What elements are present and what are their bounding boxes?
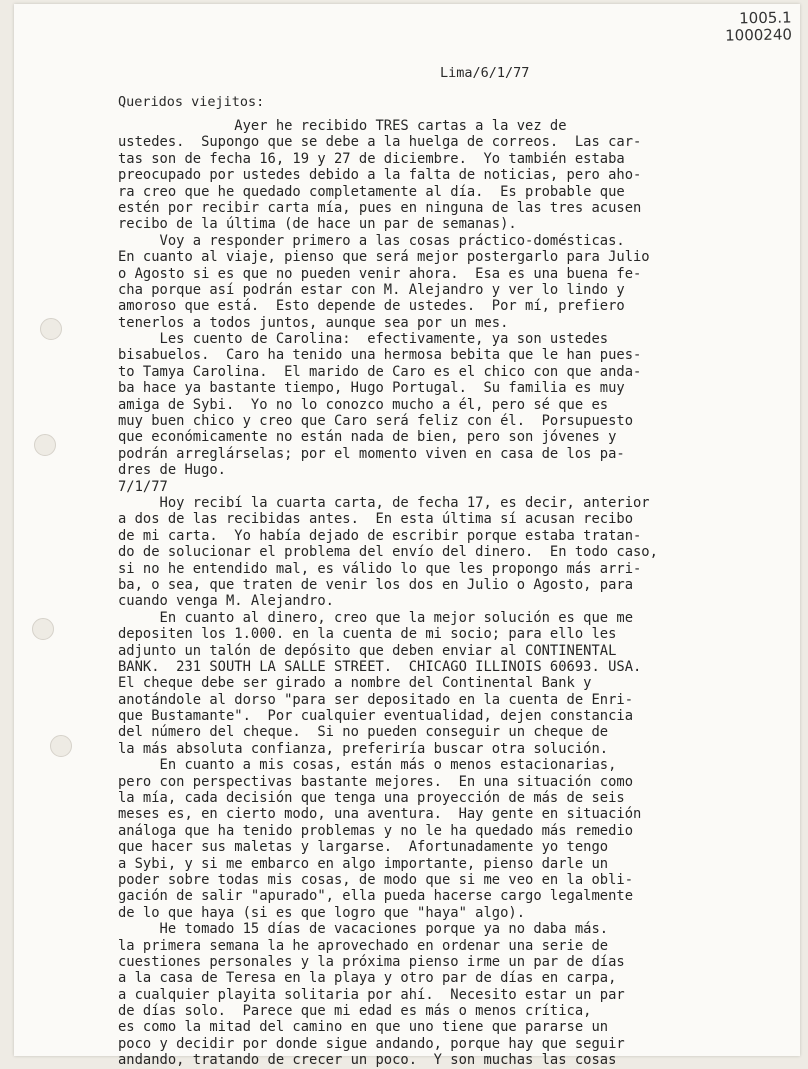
letter-line: de lo que haya (si es que logro que "haya" algo). — [118, 904, 526, 921]
letter-line: a dos de las recibidas antes. En esta última sí acusan recibo — [118, 511, 633, 528]
letter-line: bisabuelos. Caro ha tenido una hermosa bebita que le han pues- — [118, 347, 642, 364]
letter-line: poco y decidir por donde sigue andando, porque hay que seguir — [118, 1035, 625, 1052]
punch-hole — [50, 735, 72, 757]
letter-line: a cualquier playita solitaria por ahí. Necesito estar un par — [118, 986, 625, 1003]
letter-line: cuando venga M. Alejandro. — [118, 593, 334, 610]
letter-line: preocupado por ustedes debido a la falta de noticias, pero aho- — [118, 167, 642, 184]
letter-line: meses es, en cierto modo, una aventura. Hay gente en situación — [118, 806, 642, 823]
letter-line: En cuanto al viaje, pienso que será mejor postergarlo para Julio — [118, 249, 650, 266]
letter-line: ra creo que he quedado completamente al día. Es probable que — [118, 183, 625, 200]
letter-line: muy buen chico y creo que Caro será feliz con él. Porsupuesto — [118, 413, 633, 430]
letter-line: si no he entendido mal, es válido lo que les propongo más arri- — [118, 560, 642, 577]
letter-line: cha porque así podrán estar con M. Alejandro y ver lo lindo y — [118, 281, 625, 298]
letter-line: En cuanto al dinero, creo que la mejor solución es que me — [118, 609, 633, 626]
letter-line: de mi carta. Yo había dejado de escribir porque estaba tratan- — [118, 527, 642, 544]
letter-line: amoroso que está. Esto depende de ustedes. Por mí, prefiero — [118, 298, 625, 315]
letter-line: la más absoluta confianza, preferiría buscar otra solución. — [118, 740, 609, 757]
letter-date: Lima/6/1/77 — [440, 65, 530, 81]
letter-line: depositen los 1.000. en la cuenta de mi socio; para ello les — [118, 626, 617, 643]
letter-line: es como la mitad del camino en que uno tiene que pararse un — [118, 1019, 609, 1036]
letter-line: Voy a responder primero a las cosas práctico-domésticas. — [118, 232, 625, 249]
letter-line: tenerlos a todos juntos, aunque sea por un mes. — [118, 314, 509, 331]
punch-hole — [40, 318, 62, 340]
letter-line: ba hace ya bastante tiempo, Hugo Portugal. Su familia es muy — [118, 380, 625, 397]
letter-line: to Tamya Carolina. El marido de Caro es el chico con que anda- — [118, 363, 642, 380]
letter-line: estén por recibir carta mía, pues en ninguna de las tres acusen — [118, 199, 642, 216]
letter-line: adjunto un talón de depósito que deben enviar al CONTINENTAL — [118, 642, 617, 659]
letter-line: tas son de fecha 16, 19 y 27 de diciembre. Yo también estaba — [118, 150, 625, 167]
letter-line: dres de Hugo. — [118, 462, 226, 479]
letter-line: do de solucionar el problema del envío del dinero. En todo caso, — [118, 544, 658, 561]
letter-line: recibo de la última (de hace un par de semanas). — [118, 216, 517, 233]
punch-hole — [34, 434, 56, 456]
archive-reference — [725, 9, 792, 44]
letter-page — [14, 4, 800, 1069]
letter-line: la primera semana la he aprovechado en ordenar una serie de — [118, 937, 609, 954]
letter-line: que hacer sus maletas y largarse. Afortunadamente yo tengo — [118, 839, 609, 856]
letter-line: En cuanto a mis cosas, están más o menos estacionarias, — [118, 757, 617, 774]
letter-line: pero con perspectivas bastante mejores. En una situación como — [118, 773, 633, 790]
letter-line: análoga que ha tenido problemas y no le ha quedado más remedio — [118, 822, 633, 839]
letter-line: cuestiones personales y la próxima pienso irme un par de días — [118, 953, 625, 970]
letter-line: de días solo. Parece que mi edad es más o menos crítica, — [118, 1003, 592, 1020]
letter-line: del número del cheque. Si no pueden conseguir un cheque de — [118, 724, 609, 741]
archive-ref-line: 1005.1 — [739, 8, 792, 28]
letter-line: Hoy recibí la cuarta carta, de fecha 17, es decir, anterior — [118, 494, 650, 511]
letter-line: anotándole al dorso "para ser depositado en la cuenta de Enri- — [118, 691, 633, 708]
letter-line: o Agosto si es que no pueden venir ahora. Esa es una buena fe- — [118, 265, 642, 282]
letter-line: podrán arreglárselas; por el momento viven en casa de los pa- — [118, 445, 625, 462]
letter-line: ustedes. Supongo que se debe a la huelga de correos. Las car- — [118, 134, 642, 151]
punch-hole — [32, 618, 54, 640]
letter-line: amiga de Sybi. Yo no lo conozco mucho a él, pero sé que es — [118, 396, 609, 413]
letter-line: El cheque debe ser girado a nombre del Continental Bank y — [118, 675, 592, 692]
letter-body — [118, 118, 808, 1069]
letter-line: 7/1/77 — [118, 478, 168, 495]
letter-line: andando, tratando de crecer un poco. Y son muchas las cosas — [118, 1052, 617, 1069]
letter-line: a Sybi, y si me embarco en algo importante, pienso darle un — [118, 855, 609, 872]
letter-line: ba, o sea, que traten de venir los dos en Julio o Agosto, para — [118, 576, 633, 593]
letter-line: Les cuento de Carolina: efectivamente, ya son ustedes — [118, 331, 609, 348]
letter-line: a la casa de Teresa en la playa y otro par de días en carpa, — [118, 970, 617, 987]
letter-line: que Bustamante". Por cualquier eventualidad, dejen constancia — [118, 708, 633, 725]
letter-greeting: Queridos viejitos: — [118, 94, 265, 110]
letter-line: que económicamente no están nada de bien, pero son jóvenes y — [118, 429, 617, 446]
letter-line: poder sobre todas mis cosas, de modo que si me veo en la obli- — [118, 871, 633, 888]
letter-line: BANK. 231 SOUTH LA SALLE STREET. CHICAGO ILLINOIS 60693. USA. — [118, 658, 642, 675]
letter-line: Ayer he recibido TRES cartas a la vez de — [118, 118, 567, 134]
archive-ref-line: 1000240 — [725, 25, 793, 45]
letter-line: la mía, cada decisión que tenga una proyección de más de seis — [118, 790, 625, 807]
letter-line: He tomado 15 días de vacaciones porque ya no daba más. — [118, 921, 609, 938]
letter-line: gación de salir "apurado", ella pueda hacerse cargo legalmente — [118, 888, 633, 905]
